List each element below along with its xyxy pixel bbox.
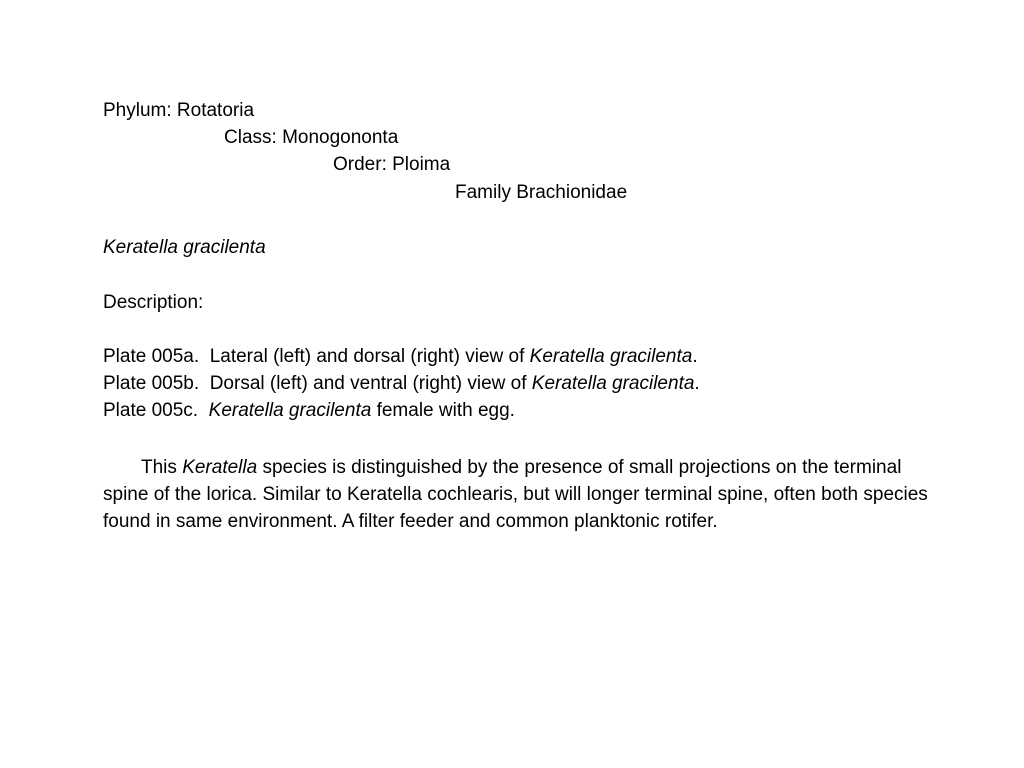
description-label: Description: (103, 292, 204, 313)
description-paragraph (103, 454, 933, 535)
order-line: Order: Ploima (333, 154, 451, 175)
plate-label: Plate 005b. (103, 373, 200, 394)
plate-text: Dorsal (left) and ventral (right) view of (209, 373, 532, 394)
species-title: Keratella gracilenta (103, 237, 266, 258)
plate-species: Keratella gracilenta (529, 346, 693, 367)
phylum-line: Phylum: Rotatoria (103, 100, 255, 121)
plate-text-after: . (694, 373, 700, 394)
plate-caption-a (103, 345, 698, 369)
plate-caption-b (103, 372, 700, 396)
paragraph-genus: Keratella (182, 457, 258, 478)
family-line: Family Brachionidae (455, 182, 628, 203)
paragraph-lead: This (141, 457, 183, 478)
plate-text-after: female with egg. (371, 400, 515, 421)
plate-label: Plate 005a. (103, 346, 200, 367)
plate-label: Plate 005c. (103, 400, 199, 421)
paragraph-body: species is distinguished by the presence of small projections on the terminal spine of the lorica. Similar to Keratella cochlearis, but will longer terminal spine, often both species found in same environment. A filter feeder and common planktonic rotifer. (103, 457, 928, 532)
plate-text: Lateral (left) and dorsal (right) view of (209, 346, 530, 367)
plate-text-after: . (692, 346, 698, 367)
plate-species: Keratella gracilenta (208, 400, 372, 421)
plate-caption-c (103, 399, 515, 423)
plate-species: Keratella gracilenta (531, 373, 695, 394)
class-line: Class: Monogononta (224, 127, 399, 148)
